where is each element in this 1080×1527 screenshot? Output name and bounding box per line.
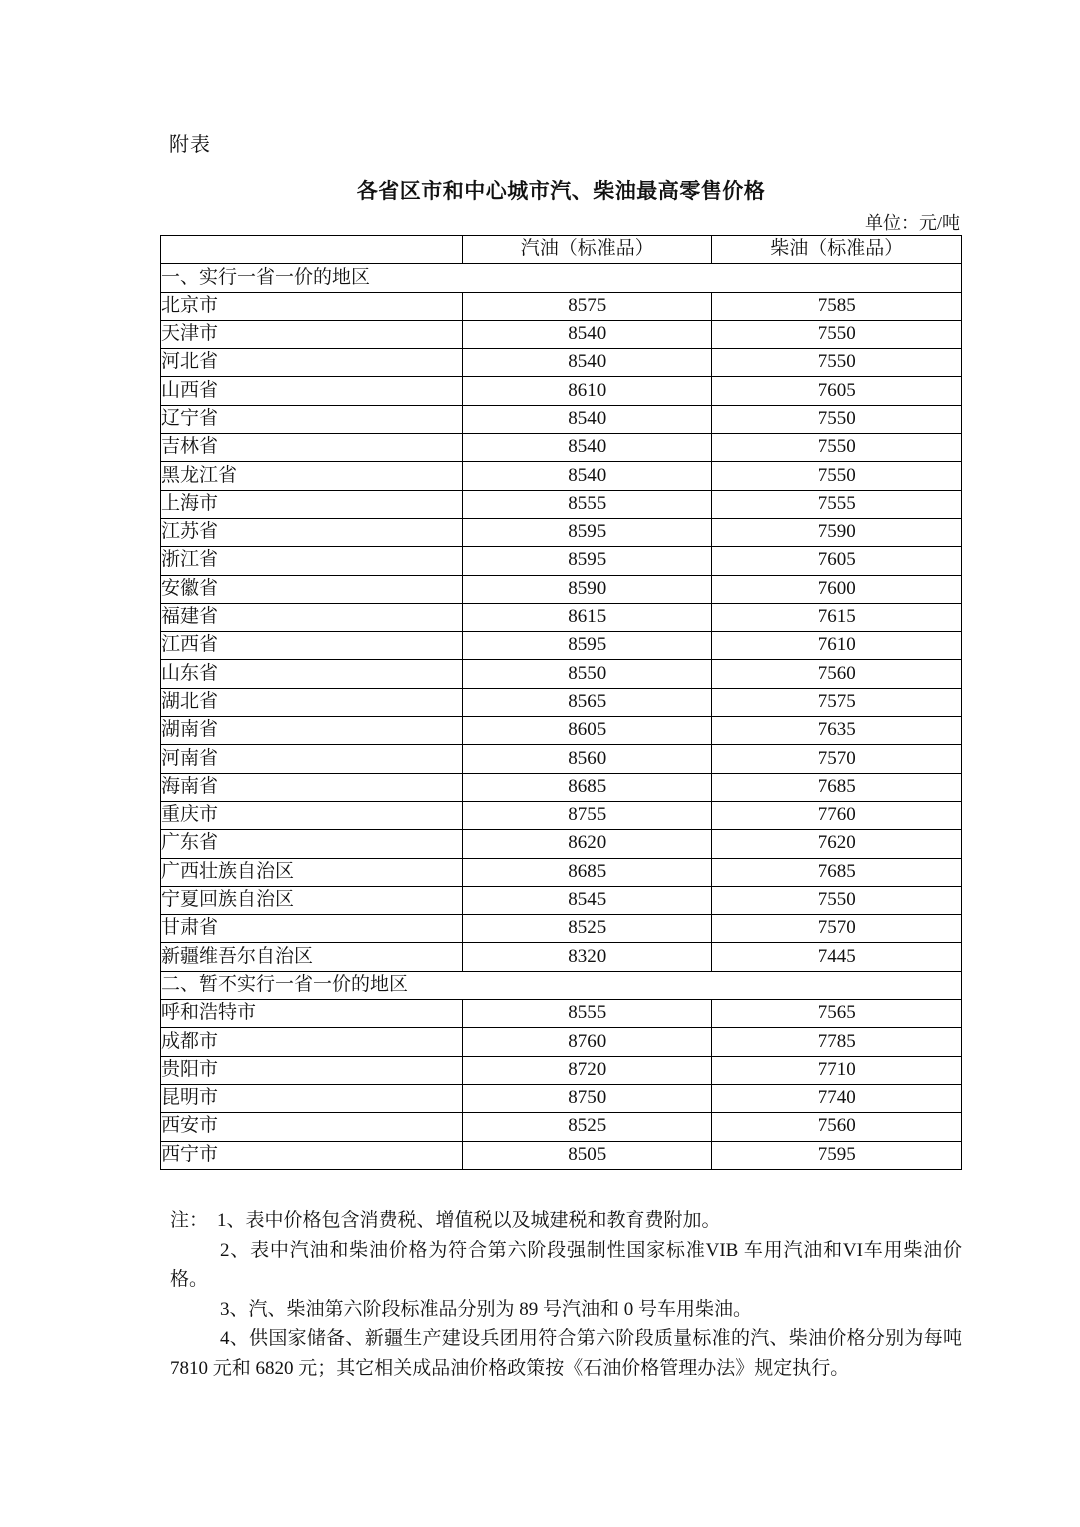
attachment-label: 附表 [169, 134, 211, 156]
gasoline-cell: 8590 [462, 575, 712, 603]
diesel-cell: 7760 [712, 801, 962, 829]
table-row [161, 320, 962, 348]
region-cell: 广西壮族自治区 [161, 858, 463, 886]
diesel-cell: 7575 [712, 688, 962, 716]
gasoline-cell: 8540 [462, 462, 712, 490]
gasoline-cell: 8555 [462, 490, 712, 518]
diesel-cell: 7550 [712, 886, 962, 914]
region-cell: 西安市 [161, 1113, 463, 1141]
diesel-cell: 7550 [712, 462, 962, 490]
table-row [161, 462, 962, 490]
diesel-cell: 7445 [712, 943, 962, 971]
gasoline-cell: 8540 [462, 434, 712, 462]
gasoline-cell: 8320 [462, 943, 712, 971]
note-line: 4、供国家储备、新疆生产建设兵团用符合第六阶段质量标准的汽、柴油价格分别为每吨 7810 元和 6820 元；其它相关成品油价格政策按《石油价格管理办法》规定执行。 [170, 1328, 962, 1379]
diesel-cell: 7555 [712, 490, 962, 518]
section-header-row [161, 264, 962, 292]
diesel-cell: 7600 [712, 575, 962, 603]
region-cell: 海南省 [161, 773, 463, 801]
region-cell: 浙江省 [161, 547, 463, 575]
diesel-cell: 7560 [712, 1113, 962, 1141]
diesel-cell: 7710 [712, 1056, 962, 1084]
diesel-cell: 7785 [712, 1028, 962, 1056]
diesel-cell: 7620 [712, 830, 962, 858]
gasoline-cell: 8760 [462, 1028, 712, 1056]
table-row [161, 1000, 962, 1028]
header-gasoline-cell: 汽油（标准品） [462, 236, 712, 264]
gasoline-cell: 8595 [462, 547, 712, 575]
table-row [161, 717, 962, 745]
region-cell: 福建省 [161, 603, 463, 631]
table-row [161, 1113, 962, 1141]
diesel-cell: 7570 [712, 745, 962, 773]
table-row [161, 377, 962, 405]
gasoline-cell: 8615 [462, 603, 712, 631]
region-cell: 河南省 [161, 745, 463, 773]
table-row [161, 858, 962, 886]
table-row [161, 603, 962, 631]
region-cell: 甘肃省 [161, 915, 463, 943]
gasoline-cell: 8685 [462, 858, 712, 886]
table-row [161, 490, 962, 518]
table-row [161, 405, 962, 433]
diesel-cell: 7635 [712, 717, 962, 745]
diesel-cell: 7595 [712, 1141, 962, 1169]
section-header-cell: 二、暂不实行一省一价的地区 [161, 971, 962, 999]
region-cell: 安徽省 [161, 575, 463, 603]
section-header-row [161, 971, 962, 999]
region-cell: 湖北省 [161, 688, 463, 716]
region-cell: 贵阳市 [161, 1056, 463, 1084]
note-line [170, 1206, 962, 1236]
diesel-cell: 7550 [712, 320, 962, 348]
table-row [161, 915, 962, 943]
region-cell: 黑龙江省 [161, 462, 463, 490]
region-cell: 天津市 [161, 320, 463, 348]
table-row [161, 547, 962, 575]
region-cell: 重庆市 [161, 801, 463, 829]
gasoline-cell: 8555 [462, 1000, 712, 1028]
gasoline-cell: 8755 [462, 801, 712, 829]
note-line: 3、汽、柴油第六阶段标准品分别为 89 号汽油和 0 号车用柴油。 [220, 1298, 753, 1320]
region-cell: 湖南省 [161, 717, 463, 745]
region-cell: 上海市 [161, 490, 463, 518]
region-cell: 北京市 [161, 292, 463, 320]
table-row [161, 745, 962, 773]
gasoline-cell: 8685 [462, 773, 712, 801]
page-title: 各省区市和中心城市汽、柴油最高零售价格 [356, 180, 766, 203]
diesel-cell: 7550 [712, 405, 962, 433]
price-table [160, 235, 962, 1170]
table-header-row [161, 236, 962, 264]
region-cell: 河北省 [161, 349, 463, 377]
table-row [161, 688, 962, 716]
table-row [161, 830, 962, 858]
diesel-cell: 7615 [712, 603, 962, 631]
gasoline-cell: 8605 [462, 717, 712, 745]
notes-label: 注： [170, 1210, 209, 1231]
gasoline-cell: 8505 [462, 1141, 712, 1169]
table-row [161, 434, 962, 462]
gasoline-cell: 8540 [462, 405, 712, 433]
region-cell: 西宁市 [161, 1141, 463, 1169]
gasoline-cell: 8525 [462, 915, 712, 943]
diesel-cell: 7550 [712, 349, 962, 377]
diesel-cell: 7605 [712, 377, 962, 405]
gasoline-cell: 8565 [462, 688, 712, 716]
gasoline-cell: 8595 [462, 632, 712, 660]
region-cell: 山西省 [161, 377, 463, 405]
region-cell: 成都市 [161, 1028, 463, 1056]
table-row [161, 1141, 962, 1169]
gasoline-cell: 8610 [462, 377, 712, 405]
table-row [161, 292, 962, 320]
table-row [161, 1084, 962, 1112]
diesel-cell: 7610 [712, 632, 962, 660]
table-row [161, 886, 962, 914]
table-row [161, 801, 962, 829]
region-cell: 吉林省 [161, 434, 463, 462]
header-diesel-cell: 柴油（标准品） [712, 236, 962, 264]
diesel-cell: 7560 [712, 660, 962, 688]
diesel-cell: 7585 [712, 292, 962, 320]
table-row [161, 773, 962, 801]
diesel-cell: 7740 [712, 1084, 962, 1112]
gasoline-cell: 8560 [462, 745, 712, 773]
diesel-cell: 7570 [712, 915, 962, 943]
table-row [161, 349, 962, 377]
unit-label: 单位：元/吨 [864, 213, 960, 233]
gasoline-cell: 8575 [462, 292, 712, 320]
region-cell: 山东省 [161, 660, 463, 688]
diesel-cell: 7590 [712, 518, 962, 546]
note-line: 2、表中汽油和柴油价格为符合第六阶段强制性国家标准VIB 车用汽油和VI车用柴油价格。 [170, 1239, 962, 1290]
table-row [161, 518, 962, 546]
section-header-cell: 一、实行一省一价的地区 [161, 264, 962, 292]
notes-section [170, 1206, 962, 1383]
region-cell: 江西省 [161, 632, 463, 660]
gasoline-cell: 8540 [462, 320, 712, 348]
table-row [161, 632, 962, 660]
region-cell: 宁夏回族自治区 [161, 886, 463, 914]
diesel-cell: 7685 [712, 773, 962, 801]
table-row [161, 575, 962, 603]
table-row [161, 943, 962, 971]
gasoline-cell: 8595 [462, 518, 712, 546]
diesel-cell: 7565 [712, 1000, 962, 1028]
table-row [161, 1056, 962, 1084]
header-region-cell [161, 236, 463, 264]
gasoline-cell: 8720 [462, 1056, 712, 1084]
gasoline-cell: 8620 [462, 830, 712, 858]
region-cell: 呼和浩特市 [161, 1000, 463, 1028]
region-cell: 辽宁省 [161, 405, 463, 433]
note-text: 1、表中价格包含消费税、增值税以及城建税和教育费附加。 [217, 1210, 721, 1231]
gasoline-cell: 8550 [462, 660, 712, 688]
gasoline-cell: 8525 [462, 1113, 712, 1141]
diesel-cell: 7550 [712, 434, 962, 462]
gasoline-cell: 8750 [462, 1084, 712, 1112]
region-cell: 广东省 [161, 830, 463, 858]
region-cell: 江苏省 [161, 518, 463, 546]
diesel-cell: 7685 [712, 858, 962, 886]
gasoline-cell: 8545 [462, 886, 712, 914]
table-row [161, 660, 962, 688]
table-row [161, 1028, 962, 1056]
gasoline-cell: 8540 [462, 349, 712, 377]
region-cell: 昆明市 [161, 1084, 463, 1112]
region-cell: 新疆维吾尔自治区 [161, 943, 463, 971]
diesel-cell: 7605 [712, 547, 962, 575]
